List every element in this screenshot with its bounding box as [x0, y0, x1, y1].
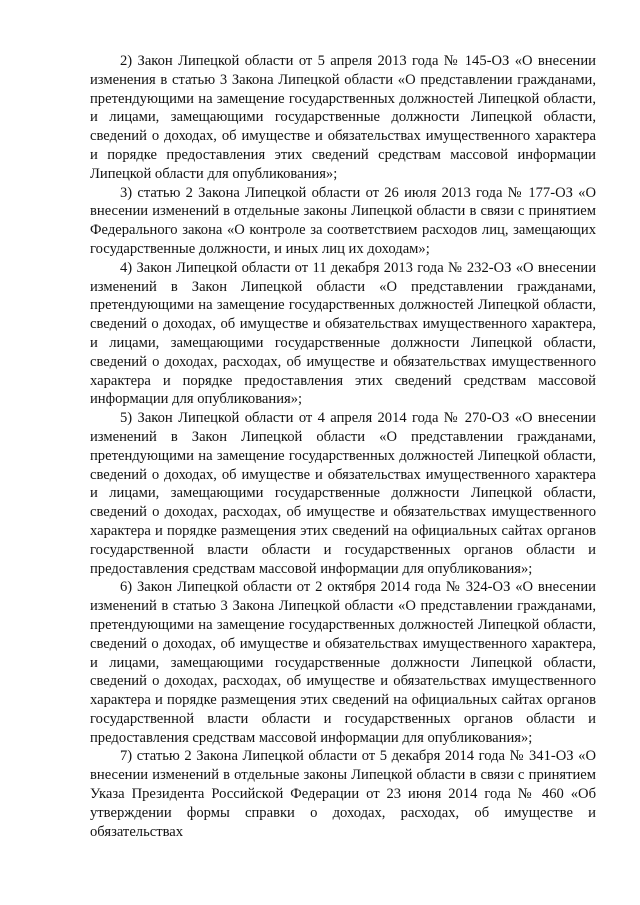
document-page — [90, 52, 596, 841]
paragraph-item-6: 6) Закон Липецкой области от 2 октября 2014 года № 324-ОЗ «О внесении изменений в статью 3 Закона Липецкой области «О представлении гражданами, претендующими на замещение государственных должностей Липецкой области, сведений о доходах, об имуществе и обязательствах имущественного характера, и лицами, замещающими государственные должности Липецкой области, сведений о доходах, расходах, об имуществе и обязательствах имущественного характера и порядке размещения этих сведений на официальных сайтах органов государственной власти области и государственных органов области и предоставления средствам массовой информации для опубликования»; — [90, 579, 596, 746]
paragraph-item-3: 3) статью 2 Закона Липецкой области от 26 июля 2013 года № 177-ОЗ «О внесении изменений в отдельные законы Липецкой области в связи с принятием Федерального закона «О контроле за соответствием расходов лиц, замещающих государственные должности, и иных лиц их доходам»; — [90, 184, 596, 257]
paragraph-item-5: 5) Закон Липецкой области от 4 апреля 2014 года № 270-ОЗ «О внесении изменений в Закон Липецкой области «О представлении гражданами, претендующими на замещение государственных должностей Липецкой области, сведений о доходах, об имуществе и обязательствах имущественного характера и лицами, замещающими государственные должности Липецкой области, сведений о доходах, расходах, об имуществе и обязательствах имущественного характера и порядке размещения этих сведений на официальных сайтах органов государственной власти области и государственных органов области и предоставления средствам массовой информации для опубликования»; — [90, 410, 596, 577]
paragraph-item-7: 7) статью 2 Закона Липецкой области от 5 декабря 2014 года № 341-ОЗ «О внесении изменений в отдельные законы Липецкой области в связи с принятием Указа Президента Российской Федерации от 23 июня 2014 года № 460 «Об утверждении формы справки о доходах, расходах, об имуществе и обязательствах — [90, 748, 596, 840]
paragraph-item-4: 4) Закон Липецкой области от 11 декабря 2013 года № 232-ОЗ «О внесении изменений в Закон Липецкой области «О представлении гражданами, претендующими на замещение государственных должностей Липецкой области, сведений о доходах, об имуществе и обязательствах имущественного характера, и лицами, замещающими государственные должности Липецкой области, сведений о доходах, расходах, об имуществе и обязательствах имущественного характера и порядке предоставления этих сведений средствам массовой информации для опубликования»; — [90, 259, 596, 408]
paragraph-item-2: 2) Закон Липецкой области от 5 апреля 2013 года № 145-ОЗ «О внесении изменения в статью 3 Закона Липецкой области «О представлении гражданами, претендующими на замещение государственных должностей Липецкой области, и лицами, замещающими государственные должности Липецкой области, сведений о доходах, об имуществе и обязательствах имущественного характера и порядке предоставления этих сведений средствам массовой информации Липецкой области для опубликования»; — [90, 53, 596, 182]
